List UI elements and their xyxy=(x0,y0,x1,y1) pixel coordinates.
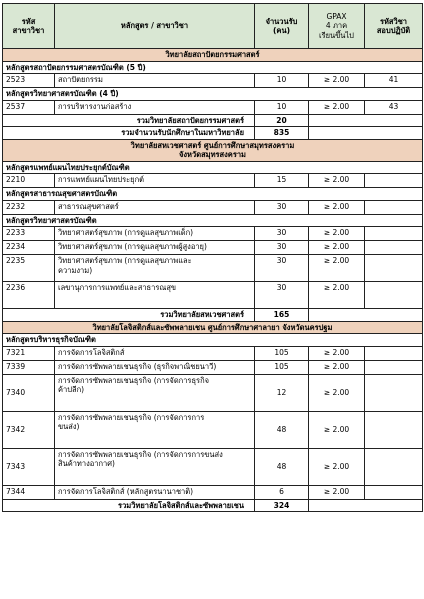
capacity-cell: 10 xyxy=(255,74,309,88)
test-cell xyxy=(365,485,423,499)
table-row xyxy=(3,485,423,499)
capacity-cell: 12 xyxy=(255,374,309,411)
gpax-cell: ≥ 2.00 xyxy=(309,282,365,309)
header-code: รหัส สาขาวิชา xyxy=(3,4,55,49)
gpax-cell: ≥ 2.00 xyxy=(309,227,365,241)
test-cell: 41 xyxy=(365,74,423,88)
subtotal-row xyxy=(3,114,423,127)
section-title: วิทยาลัยสถาปัตยกรรมศาสตร์ xyxy=(3,49,423,62)
name-cell: สาธารณสุขศาสตร์ xyxy=(55,200,255,214)
table-row xyxy=(3,74,423,88)
test-cell xyxy=(365,241,423,255)
program-row xyxy=(3,214,423,227)
table-row xyxy=(3,255,423,282)
table-row xyxy=(3,346,423,360)
capacity-cell: 10 xyxy=(255,100,309,114)
gpax-cell: ≥ 2.00 xyxy=(309,100,365,114)
name-cell: เลขานุการการแพทย์และสาธารณสุข xyxy=(55,282,255,309)
header-capacity: จำนวนรับ (คน) xyxy=(255,4,309,49)
capacity-cell: 30 xyxy=(255,282,309,309)
subtotal-row xyxy=(3,499,423,512)
gpax-cell: ≥ 2.00 xyxy=(309,174,365,188)
gpax-cell: ≥ 2.00 xyxy=(309,411,365,448)
code-cell: 7344 xyxy=(3,485,55,499)
code-cell: 7343 xyxy=(3,448,55,485)
admission-table xyxy=(2,3,423,512)
capacity-cell: 30 xyxy=(255,200,309,214)
table-row xyxy=(3,241,423,255)
header-row xyxy=(3,4,423,49)
name-cell: การจัดการซัพพลายเชนธุรกิจ (การจัดการการขนส่ง สินค้าทางอากาศ) xyxy=(55,448,255,485)
name-cell: วิทยาศาสตร์สุขภาพ (การดูแลสุขภาพผู้สูงอายุ) xyxy=(55,241,255,255)
grand-total-empty xyxy=(309,127,423,140)
name-cell: วิทยาศาสตร์สุขภาพ (การดูแลสุขภาพและ ความงาม) xyxy=(55,255,255,282)
subtotal-value: 324 xyxy=(255,499,309,512)
table-row xyxy=(3,411,423,448)
gpax-cell: ≥ 2.00 xyxy=(309,374,365,411)
name-cell: การจัดการโลจิสติกส์ xyxy=(55,346,255,360)
code-cell: 7321 xyxy=(3,346,55,360)
program-row xyxy=(3,88,423,101)
name-cell: การบริหารงานก่อสร้าง xyxy=(55,100,255,114)
code-cell: 2537 xyxy=(3,100,55,114)
grand-total-row xyxy=(3,127,423,140)
program-title: หลักสูตรวิทยาศาสตรบัณฑิต (4 ปี) xyxy=(3,88,423,101)
table-row xyxy=(3,282,423,309)
capacity-cell: 105 xyxy=(255,346,309,360)
test-cell xyxy=(365,411,423,448)
code-cell: 2235 xyxy=(3,255,55,282)
capacity-cell: 105 xyxy=(255,360,309,374)
gpax-cell: ≥ 2.00 xyxy=(309,74,365,88)
name-cell: การจัดการซัพพลายเชนธุรกิจ (การจัดการการ ขนส่ง) xyxy=(55,411,255,448)
gpax-cell: ≥ 2.00 xyxy=(309,241,365,255)
code-cell: 2210 xyxy=(3,174,55,188)
gpax-cell: ≥ 2.00 xyxy=(309,485,365,499)
test-cell xyxy=(365,227,423,241)
program-title: หลักสูตรวิทยาศาสตรบัณฑิต xyxy=(3,214,423,227)
table-row xyxy=(3,100,423,114)
grand-total-label: รวมจำนวนรับนักศึกษาในมหาวิทยาลัย xyxy=(3,127,255,140)
test-cell xyxy=(365,374,423,411)
gpax-cell: ≥ 2.00 xyxy=(309,255,365,282)
table-row xyxy=(3,227,423,241)
test-cell xyxy=(365,346,423,360)
capacity-cell: 15 xyxy=(255,174,309,188)
section-row xyxy=(3,49,423,62)
test-cell xyxy=(365,448,423,485)
gpax-cell: ≥ 2.00 xyxy=(309,346,365,360)
capacity-cell: 6 xyxy=(255,485,309,499)
subtotal-label: รวมวิทยาลัยโลจิสติกส์และซัพพลายเชน xyxy=(3,499,255,512)
test-cell xyxy=(365,282,423,309)
program-row xyxy=(3,334,423,347)
program-title: หลักสูตรสถาปัตยกรรมศาสตรบัณฑิต (5 ปี) xyxy=(3,61,423,74)
name-cell: วิทยาศาสตร์สุขภาพ (การดูแลสุขภาพเด็ก) xyxy=(55,227,255,241)
program-row xyxy=(3,161,423,174)
header-practical-test: รหัสวิชา สอบปฏิบัติ xyxy=(365,4,423,49)
table-row xyxy=(3,360,423,374)
capacity-cell: 48 xyxy=(255,448,309,485)
test-cell xyxy=(365,200,423,214)
gpax-cell: ≥ 2.00 xyxy=(309,360,365,374)
gpax-cell: ≥ 2.00 xyxy=(309,448,365,485)
subtotal-label: รวมวิทยาลัยสถาปัตยกรรมศาสตร์ xyxy=(3,114,255,127)
section-row xyxy=(3,139,423,161)
program-title: หลักสูตรสาธารณสุขศาสตรบัณฑิต xyxy=(3,188,423,201)
name-cell: การจัดการโลจิสติกส์ (หลักสูตรนานาชาติ) xyxy=(55,485,255,499)
gpax-cell: ≥ 2.00 xyxy=(309,200,365,214)
subtotal-value: 165 xyxy=(255,309,309,322)
grand-total-value: 835 xyxy=(255,127,309,140)
code-cell: 2236 xyxy=(3,282,55,309)
subtotal-value: 20 xyxy=(255,114,309,127)
test-cell xyxy=(365,174,423,188)
header-program: หลักสูตร / สาขาวิชา xyxy=(55,4,255,49)
program-row xyxy=(3,188,423,201)
subtotal-label: รวมวิทยาลัยสหเวชศาสตร์ xyxy=(3,309,255,322)
program-title: หลักสูตรบริหารธุรกิจบัณฑิต xyxy=(3,334,423,347)
program-row xyxy=(3,61,423,74)
test-cell xyxy=(365,255,423,282)
section-row xyxy=(3,321,423,334)
capacity-cell: 48 xyxy=(255,411,309,448)
name-cell: การแพทย์แผนไทยประยุกต์ xyxy=(55,174,255,188)
section-title: วิทยาลัยสหเวชศาสตร์ ศูนย์การศึกษาสมุทรสงคราม จังหวัดสมุทรสงคราม xyxy=(3,139,423,161)
capacity-cell: 30 xyxy=(255,241,309,255)
code-cell: 7339 xyxy=(3,360,55,374)
code-cell: 7342 xyxy=(3,411,55,448)
header-gpax: GPAX 4 ภาค เรียนขึ้นไป xyxy=(309,4,365,49)
program-title: หลักสูตรแพทย์แผนไทยประยุกต์บัณฑิต xyxy=(3,161,423,174)
table-row xyxy=(3,374,423,411)
table-row xyxy=(3,200,423,214)
code-cell: 2232 xyxy=(3,200,55,214)
subtotal-empty xyxy=(309,114,423,127)
subtotal-empty xyxy=(309,309,423,322)
test-cell xyxy=(365,360,423,374)
code-cell: 2234 xyxy=(3,241,55,255)
code-cell: 2523 xyxy=(3,74,55,88)
table-row xyxy=(3,448,423,485)
test-cell: 43 xyxy=(365,100,423,114)
subtotal-empty xyxy=(309,499,423,512)
table-row xyxy=(3,174,423,188)
section-title: วิทยาลัยโลจิสติกส์และซัพพลายเชน ศูนย์การศึกษาศาลายา จังหวัดนครปฐม xyxy=(3,321,423,334)
name-cell: สถาปัตยกรรม xyxy=(55,74,255,88)
subtotal-row xyxy=(3,309,423,322)
code-cell: 2233 xyxy=(3,227,55,241)
capacity-cell: 30 xyxy=(255,227,309,241)
name-cell: การจัดการซัพพลายเชนธุรกิจ (การจัดการธุรกิจ ค้าปลีก) xyxy=(55,374,255,411)
name-cell: การจัดการซัพพลายเชนธุรกิจ (ธุรกิจพาณิชยนาวี) xyxy=(55,360,255,374)
code-cell: 7340 xyxy=(3,374,55,411)
capacity-cell: 30 xyxy=(255,255,309,282)
